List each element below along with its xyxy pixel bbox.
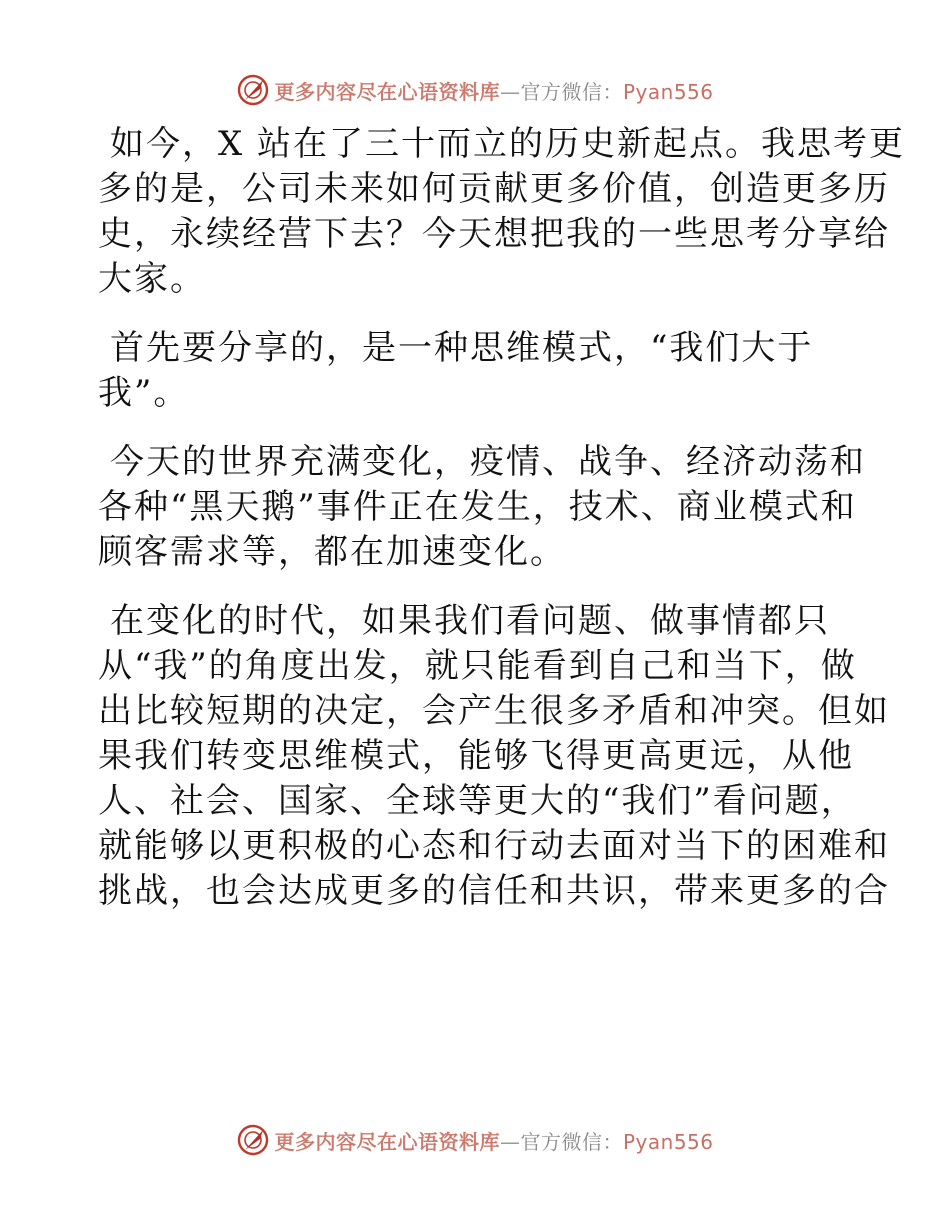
brand-logo-icon: [236, 73, 270, 107]
watermark-main: 更多内容尽在心语资料库: [274, 1129, 500, 1154]
text-line: 在变化的时代，如果我们看问题、做事情都只: [110, 601, 830, 641]
text-line: 大家。: [98, 259, 206, 299]
text-line: 各种“黑天鹅”事件正在发生，技术、商业模式和: [98, 487, 857, 527]
text-line: 如今，X 站在了三十而立的历史新起点。我思考更: [110, 124, 906, 164]
text-line: 就能够以更积极的心态和行动去面对当下的困难和: [98, 826, 890, 866]
watermark-text: [274, 1126, 713, 1155]
watermark-text: [274, 76, 713, 105]
paragraph-1: [98, 122, 906, 302]
watermark-sub: 官方微信：: [520, 79, 623, 104]
header-watermark: [0, 70, 950, 110]
watermark-sub: 官方微信：: [520, 1129, 623, 1154]
text-line: 从“我”的角度出发，就只能看到自己和当下，做: [98, 646, 857, 686]
text-line: 人、社会、国家、全球等更大的“我们”看问题，: [98, 781, 857, 821]
watermark-wechat: Pyan556: [622, 79, 714, 104]
watermark-wechat: Pyan556: [622, 1129, 714, 1154]
text-line: 出比较短期的决定，会产生很多矛盾和冲突。但如: [98, 691, 890, 731]
text-line: 首先要分享的，是一种思维模式，“我们大于: [110, 328, 814, 368]
text-line: 史，永续经营下去？今天想把我的一些思考分享给: [98, 214, 890, 254]
text-line: 果我们转变思维模式，能够飞得更高更远，从他: [98, 736, 854, 776]
paragraph-4: [98, 599, 890, 914]
text-line: 今天的世界充满变化，疫情、战争、经济动荡和: [110, 442, 866, 482]
footer-watermark: [0, 1120, 950, 1160]
document-body: [98, 122, 906, 938]
paragraph-3: [98, 440, 866, 575]
brand-logo-icon: [236, 1123, 270, 1157]
text-line: 我”。: [98, 373, 190, 413]
watermark-dash: —: [499, 79, 521, 104]
watermark-main: 更多内容尽在心语资料库: [274, 79, 500, 104]
watermark-dash: —: [499, 1129, 521, 1154]
text-line: 多的是，公司未来如何贡献更多价值，创造更多历: [98, 169, 890, 209]
text-line: 挑战，也会达成更多的信任和共识，带来更多的合: [98, 871, 890, 911]
text-line: 顾客需求等，都在加速变化。: [98, 532, 566, 572]
paragraph-2: [98, 326, 858, 416]
